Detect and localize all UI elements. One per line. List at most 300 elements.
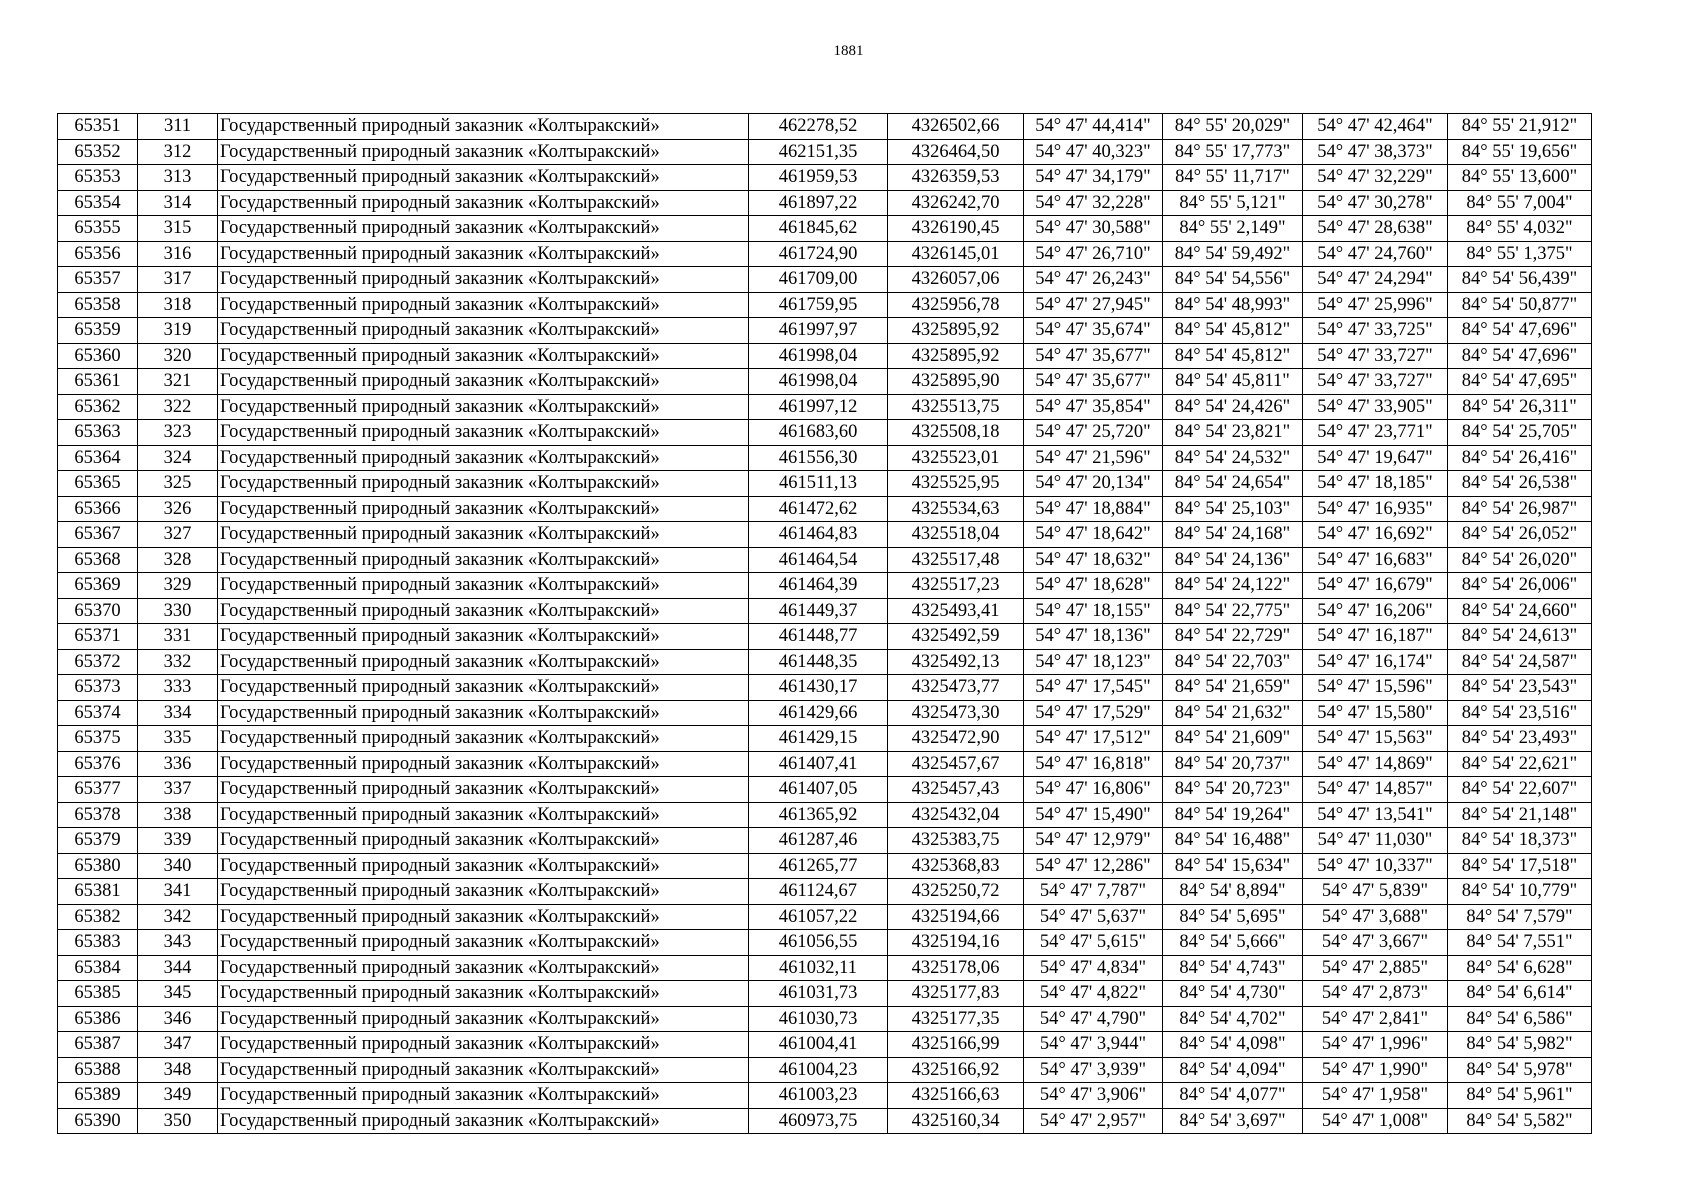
longitude-alt-cell: 84° 54' 24,660" <box>1448 598 1592 624</box>
table-row <box>58 420 1592 446</box>
table-row <box>58 1057 1592 1083</box>
longitude-cell: 84° 54' 4,743" <box>1163 955 1303 981</box>
longitude-cell: 84° 54' 20,737" <box>1163 751 1303 777</box>
longitude-cell: 84° 54' 4,077" <box>1163 1083 1303 1109</box>
y-coordinate-cell: 4326057,06 <box>888 267 1024 293</box>
latitude-cell: 54° 47' 5,637" <box>1024 904 1163 930</box>
longitude-alt-cell: 84° 54' 5,978" <box>1448 1057 1592 1083</box>
latitude-alt-cell: 54° 47' 33,727" <box>1303 369 1448 395</box>
table-body <box>58 114 1592 1134</box>
table-row <box>58 955 1592 981</box>
object-name-cell: Государственный природный заказник «Колтыракский» <box>218 777 749 803</box>
row-number-cell: 65363 <box>58 420 138 446</box>
table-row <box>58 114 1592 140</box>
longitude-cell: 84° 54' 24,122" <box>1163 573 1303 599</box>
y-coordinate-cell: 4325160,34 <box>888 1108 1024 1134</box>
latitude-cell: 54° 47' 5,615" <box>1024 930 1163 956</box>
latitude-alt-cell: 54° 47' 24,760" <box>1303 241 1448 267</box>
latitude-alt-cell: 54° 47' 33,905" <box>1303 394 1448 420</box>
table-row <box>58 1006 1592 1032</box>
table-row <box>58 879 1592 905</box>
table-row <box>58 726 1592 752</box>
y-coordinate-cell: 4325457,67 <box>888 751 1024 777</box>
row-number-cell: 65357 <box>58 267 138 293</box>
row-number-cell: 65374 <box>58 700 138 726</box>
latitude-alt-cell: 54° 47' 5,839" <box>1303 879 1448 905</box>
point-number-cell: 348 <box>138 1057 218 1083</box>
row-number-cell: 65362 <box>58 394 138 420</box>
y-coordinate-cell: 4325432,04 <box>888 802 1024 828</box>
latitude-alt-cell: 54° 47' 16,683" <box>1303 547 1448 573</box>
row-number-cell: 65390 <box>58 1108 138 1134</box>
x-coordinate-cell: 461124,67 <box>749 879 888 905</box>
latitude-alt-cell: 54° 47' 19,647" <box>1303 445 1448 471</box>
y-coordinate-cell: 4325166,92 <box>888 1057 1024 1083</box>
latitude-cell: 54° 47' 17,529" <box>1024 700 1163 726</box>
object-name-cell: Государственный природный заказник «Колтыракский» <box>218 496 749 522</box>
longitude-alt-cell: 84° 54' 47,696" <box>1448 343 1592 369</box>
row-number-cell: 65385 <box>58 981 138 1007</box>
point-number-cell: 342 <box>138 904 218 930</box>
y-coordinate-cell: 4325473,30 <box>888 700 1024 726</box>
x-coordinate-cell: 461265,77 <box>749 853 888 879</box>
latitude-cell: 54° 47' 35,674" <box>1024 318 1163 344</box>
latitude-alt-cell: 54° 47' 33,727" <box>1303 343 1448 369</box>
longitude-alt-cell: 84° 54' 7,579" <box>1448 904 1592 930</box>
table-row <box>58 394 1592 420</box>
object-name-cell: Государственный природный заказник «Колтыракский» <box>218 802 749 828</box>
row-number-cell: 65378 <box>58 802 138 828</box>
point-number-cell: 323 <box>138 420 218 446</box>
x-coordinate-cell: 461464,39 <box>749 573 888 599</box>
latitude-cell: 54° 47' 27,945" <box>1024 292 1163 318</box>
longitude-alt-cell: 84° 54' 47,696" <box>1448 318 1592 344</box>
longitude-alt-cell: 84° 55' 1,375" <box>1448 241 1592 267</box>
x-coordinate-cell: 461057,22 <box>749 904 888 930</box>
row-number-cell: 65355 <box>58 216 138 242</box>
latitude-alt-cell: 54° 47' 30,278" <box>1303 190 1448 216</box>
point-number-cell: 333 <box>138 675 218 701</box>
object-name-cell: Государственный природный заказник «Колтыракский» <box>218 369 749 395</box>
object-name-cell: Государственный природный заказник «Колтыракский» <box>218 292 749 318</box>
latitude-alt-cell: 54° 47' 16,935" <box>1303 496 1448 522</box>
x-coordinate-cell: 461365,92 <box>749 802 888 828</box>
object-name-cell: Государственный природный заказник «Колтыракский» <box>218 624 749 650</box>
longitude-cell: 84° 54' 16,488" <box>1163 828 1303 854</box>
latitude-cell: 54° 47' 4,834" <box>1024 955 1163 981</box>
object-name-cell: Государственный природный заказник «Колтыракский» <box>218 981 749 1007</box>
point-number-cell: 326 <box>138 496 218 522</box>
point-number-cell: 317 <box>138 267 218 293</box>
y-coordinate-cell: 4325517,48 <box>888 547 1024 573</box>
table-row <box>58 318 1592 344</box>
object-name-cell: Государственный природный заказник «Колтыракский» <box>218 190 749 216</box>
longitude-cell: 84° 54' 19,264" <box>1163 802 1303 828</box>
longitude-cell: 84° 54' 59,492" <box>1163 241 1303 267</box>
longitude-alt-cell: 84° 55' 13,600" <box>1448 165 1592 191</box>
object-name-cell: Государственный природный заказник «Колтыракский» <box>218 241 749 267</box>
x-coordinate-cell: 461709,00 <box>749 267 888 293</box>
longitude-alt-cell: 84° 54' 6,628" <box>1448 955 1592 981</box>
longitude-cell: 84° 54' 22,703" <box>1163 649 1303 675</box>
y-coordinate-cell: 4325177,83 <box>888 981 1024 1007</box>
y-coordinate-cell: 4326464,50 <box>888 139 1024 165</box>
row-number-cell: 65373 <box>58 675 138 701</box>
object-name-cell: Государственный природный заказник «Колтыракский» <box>218 700 749 726</box>
table-row <box>58 241 1592 267</box>
table-row <box>58 675 1592 701</box>
latitude-alt-cell: 54° 47' 16,187" <box>1303 624 1448 650</box>
y-coordinate-cell: 4325472,90 <box>888 726 1024 752</box>
point-number-cell: 337 <box>138 777 218 803</box>
longitude-cell: 84° 54' 4,730" <box>1163 981 1303 1007</box>
row-number-cell: 65388 <box>58 1057 138 1083</box>
x-coordinate-cell: 461429,15 <box>749 726 888 752</box>
point-number-cell: 327 <box>138 522 218 548</box>
table-row <box>58 522 1592 548</box>
point-number-cell: 345 <box>138 981 218 1007</box>
table-row <box>58 802 1592 828</box>
point-number-cell: 347 <box>138 1032 218 1058</box>
table-row <box>58 624 1592 650</box>
y-coordinate-cell: 4325194,16 <box>888 930 1024 956</box>
object-name-cell: Государственный природный заказник «Колтыракский» <box>218 751 749 777</box>
row-number-cell: 65389 <box>58 1083 138 1109</box>
longitude-alt-cell: 84° 54' 21,148" <box>1448 802 1592 828</box>
latitude-alt-cell: 54° 47' 1,958" <box>1303 1083 1448 1109</box>
x-coordinate-cell: 461030,73 <box>749 1006 888 1032</box>
latitude-alt-cell: 54° 47' 23,771" <box>1303 420 1448 446</box>
latitude-cell: 54° 47' 35,677" <box>1024 343 1163 369</box>
x-coordinate-cell: 461998,04 <box>749 343 888 369</box>
longitude-cell: 84° 54' 24,136" <box>1163 547 1303 573</box>
x-coordinate-cell: 461031,73 <box>749 981 888 1007</box>
x-coordinate-cell: 461845,62 <box>749 216 888 242</box>
longitude-cell: 84° 54' 15,634" <box>1163 853 1303 879</box>
point-number-cell: 350 <box>138 1108 218 1134</box>
latitude-cell: 54° 47' 4,822" <box>1024 981 1163 1007</box>
point-number-cell: 332 <box>138 649 218 675</box>
row-number-cell: 65366 <box>58 496 138 522</box>
x-coordinate-cell: 461464,83 <box>749 522 888 548</box>
object-name-cell: Государственный природный заказник «Колтыракский» <box>218 267 749 293</box>
row-number-cell: 65367 <box>58 522 138 548</box>
table-row <box>58 598 1592 624</box>
point-number-cell: 329 <box>138 573 218 599</box>
object-name-cell: Государственный природный заказник «Колтыракский» <box>218 930 749 956</box>
longitude-alt-cell: 84° 54' 26,006" <box>1448 573 1592 599</box>
longitude-alt-cell: 84° 54' 26,416" <box>1448 445 1592 471</box>
latitude-cell: 54° 47' 35,854" <box>1024 394 1163 420</box>
longitude-cell: 84° 54' 8,894" <box>1163 879 1303 905</box>
table-row <box>58 853 1592 879</box>
latitude-cell: 54° 47' 15,490" <box>1024 802 1163 828</box>
longitude-alt-cell: 84° 54' 23,516" <box>1448 700 1592 726</box>
latitude-cell: 54° 47' 4,790" <box>1024 1006 1163 1032</box>
longitude-alt-cell: 84° 54' 25,705" <box>1448 420 1592 446</box>
longitude-cell: 84° 55' 2,149" <box>1163 216 1303 242</box>
latitude-alt-cell: 54° 47' 33,725" <box>1303 318 1448 344</box>
longitude-cell: 84° 55' 5,121" <box>1163 190 1303 216</box>
row-number-cell: 65383 <box>58 930 138 956</box>
latitude-alt-cell: 54° 47' 15,563" <box>1303 726 1448 752</box>
point-number-cell: 341 <box>138 879 218 905</box>
latitude-cell: 54° 47' 44,414" <box>1024 114 1163 140</box>
object-name-cell: Государственный природный заказник «Колтыракский» <box>218 1108 749 1134</box>
y-coordinate-cell: 4325492,59 <box>888 624 1024 650</box>
point-number-cell: 318 <box>138 292 218 318</box>
object-name-cell: Государственный природный заказник «Колтыракский» <box>218 598 749 624</box>
y-coordinate-cell: 4325895,92 <box>888 318 1024 344</box>
table-row <box>58 751 1592 777</box>
y-coordinate-cell: 4325534,63 <box>888 496 1024 522</box>
latitude-alt-cell: 54° 47' 3,667" <box>1303 930 1448 956</box>
table-row <box>58 343 1592 369</box>
coordinates-table <box>57 113 1592 1134</box>
longitude-alt-cell: 84° 54' 22,621" <box>1448 751 1592 777</box>
row-number-cell: 65387 <box>58 1032 138 1058</box>
longitude-cell: 84° 54' 21,632" <box>1163 700 1303 726</box>
x-coordinate-cell: 461448,35 <box>749 649 888 675</box>
longitude-cell: 84° 54' 23,821" <box>1163 420 1303 446</box>
table-row <box>58 369 1592 395</box>
object-name-cell: Государственный природный заказник «Колтыракский» <box>218 394 749 420</box>
x-coordinate-cell: 461724,90 <box>749 241 888 267</box>
table-row <box>58 496 1592 522</box>
x-coordinate-cell: 462278,52 <box>749 114 888 140</box>
latitude-alt-cell: 54° 47' 24,294" <box>1303 267 1448 293</box>
x-coordinate-cell: 461759,95 <box>749 292 888 318</box>
table-row <box>58 165 1592 191</box>
row-number-cell: 65369 <box>58 573 138 599</box>
object-name-cell: Государственный природный заказник «Колтыракский» <box>218 547 749 573</box>
row-number-cell: 65358 <box>58 292 138 318</box>
y-coordinate-cell: 4325525,95 <box>888 471 1024 497</box>
longitude-alt-cell: 84° 54' 6,586" <box>1448 1006 1592 1032</box>
object-name-cell: Государственный природный заказник «Колтыракский» <box>218 573 749 599</box>
object-name-cell: Государственный природный заказник «Колтыракский» <box>218 853 749 879</box>
point-number-cell: 334 <box>138 700 218 726</box>
latitude-alt-cell: 54° 47' 3,688" <box>1303 904 1448 930</box>
y-coordinate-cell: 4325473,77 <box>888 675 1024 701</box>
latitude-cell: 54° 47' 17,545" <box>1024 675 1163 701</box>
longitude-alt-cell: 84° 54' 5,961" <box>1448 1083 1592 1109</box>
x-coordinate-cell: 461997,97 <box>749 318 888 344</box>
row-number-cell: 65360 <box>58 343 138 369</box>
table-row <box>58 573 1592 599</box>
x-coordinate-cell: 461287,46 <box>749 828 888 854</box>
latitude-alt-cell: 54° 47' 1,996" <box>1303 1032 1448 1058</box>
latitude-cell: 54° 47' 18,123" <box>1024 649 1163 675</box>
latitude-alt-cell: 54° 47' 16,679" <box>1303 573 1448 599</box>
latitude-cell: 54° 47' 2,957" <box>1024 1108 1163 1134</box>
x-coordinate-cell: 461897,22 <box>749 190 888 216</box>
table-row <box>58 139 1592 165</box>
latitude-cell: 54° 47' 25,720" <box>1024 420 1163 446</box>
latitude-alt-cell: 54° 47' 38,373" <box>1303 139 1448 165</box>
x-coordinate-cell: 461997,12 <box>749 394 888 420</box>
y-coordinate-cell: 4325178,06 <box>888 955 1024 981</box>
row-number-cell: 65351 <box>58 114 138 140</box>
latitude-cell: 54° 47' 40,323" <box>1024 139 1163 165</box>
object-name-cell: Государственный природный заказник «Колтыракский» <box>218 726 749 752</box>
longitude-cell: 84° 55' 20,029" <box>1163 114 1303 140</box>
latitude-alt-cell: 54° 47' 25,996" <box>1303 292 1448 318</box>
row-number-cell: 65356 <box>58 241 138 267</box>
x-coordinate-cell: 461032,11 <box>749 955 888 981</box>
point-number-cell: 339 <box>138 828 218 854</box>
table-row <box>58 547 1592 573</box>
table-row <box>58 777 1592 803</box>
latitude-cell: 54° 47' 16,806" <box>1024 777 1163 803</box>
table-row <box>58 1032 1592 1058</box>
point-number-cell: 319 <box>138 318 218 344</box>
point-number-cell: 344 <box>138 955 218 981</box>
longitude-alt-cell: 84° 54' 23,543" <box>1448 675 1592 701</box>
longitude-alt-cell: 84° 54' 26,538" <box>1448 471 1592 497</box>
row-number-cell: 65380 <box>58 853 138 879</box>
longitude-alt-cell: 84° 54' 56,439" <box>1448 267 1592 293</box>
row-number-cell: 65377 <box>58 777 138 803</box>
latitude-alt-cell: 54° 47' 10,337" <box>1303 853 1448 879</box>
latitude-alt-cell: 54° 47' 1,008" <box>1303 1108 1448 1134</box>
point-number-cell: 311 <box>138 114 218 140</box>
point-number-cell: 346 <box>138 1006 218 1032</box>
object-name-cell: Государственный природный заказник «Колтыракский» <box>218 1032 749 1058</box>
y-coordinate-cell: 4325166,63 <box>888 1083 1024 1109</box>
y-coordinate-cell: 4325492,13 <box>888 649 1024 675</box>
object-name-cell: Государственный природный заказник «Колтыракский» <box>218 904 749 930</box>
latitude-cell: 54° 47' 18,642" <box>1024 522 1163 548</box>
latitude-alt-cell: 54° 47' 16,206" <box>1303 598 1448 624</box>
latitude-cell: 54° 47' 35,677" <box>1024 369 1163 395</box>
longitude-cell: 84° 54' 24,168" <box>1163 522 1303 548</box>
table-row <box>58 649 1592 675</box>
table-row <box>58 267 1592 293</box>
longitude-alt-cell: 84° 55' 21,912" <box>1448 114 1592 140</box>
x-coordinate-cell: 461959,53 <box>749 165 888 191</box>
table-row <box>58 904 1592 930</box>
latitude-alt-cell: 54° 47' 2,841" <box>1303 1006 1448 1032</box>
point-number-cell: 315 <box>138 216 218 242</box>
object-name-cell: Государственный природный заказник «Колтыракский» <box>218 522 749 548</box>
latitude-alt-cell: 54° 47' 42,464" <box>1303 114 1448 140</box>
y-coordinate-cell: 4325517,23 <box>888 573 1024 599</box>
table-row <box>58 1083 1592 1109</box>
row-number-cell: 65364 <box>58 445 138 471</box>
longitude-cell: 84° 55' 11,717" <box>1163 165 1303 191</box>
latitude-alt-cell: 54° 47' 2,885" <box>1303 955 1448 981</box>
point-number-cell: 343 <box>138 930 218 956</box>
latitude-alt-cell: 54° 47' 15,596" <box>1303 675 1448 701</box>
row-number-cell: 65375 <box>58 726 138 752</box>
longitude-alt-cell: 84° 54' 26,052" <box>1448 522 1592 548</box>
y-coordinate-cell: 4326359,53 <box>888 165 1024 191</box>
latitude-cell: 54° 47' 18,136" <box>1024 624 1163 650</box>
latitude-cell: 54° 47' 12,286" <box>1024 853 1163 879</box>
y-coordinate-cell: 4325250,72 <box>888 879 1024 905</box>
x-coordinate-cell: 461056,55 <box>749 930 888 956</box>
x-coordinate-cell: 462151,35 <box>749 139 888 165</box>
longitude-alt-cell: 84° 54' 24,613" <box>1448 624 1592 650</box>
y-coordinate-cell: 4325368,83 <box>888 853 1024 879</box>
x-coordinate-cell: 461448,77 <box>749 624 888 650</box>
y-coordinate-cell: 4325508,18 <box>888 420 1024 446</box>
object-name-cell: Государственный природный заказник «Колтыракский» <box>218 165 749 191</box>
y-coordinate-cell: 4325956,78 <box>888 292 1024 318</box>
row-number-cell: 65382 <box>58 904 138 930</box>
x-coordinate-cell: 460973,75 <box>749 1108 888 1134</box>
point-number-cell: 322 <box>138 394 218 420</box>
y-coordinate-cell: 4325166,99 <box>888 1032 1024 1058</box>
row-number-cell: 65353 <box>58 165 138 191</box>
table-row <box>58 700 1592 726</box>
point-number-cell: 312 <box>138 139 218 165</box>
row-number-cell: 65379 <box>58 828 138 854</box>
x-coordinate-cell: 461472,62 <box>749 496 888 522</box>
longitude-alt-cell: 84° 55' 4,032" <box>1448 216 1592 242</box>
point-number-cell: 324 <box>138 445 218 471</box>
latitude-cell: 54° 47' 12,979" <box>1024 828 1163 854</box>
longitude-cell: 84° 54' 54,556" <box>1163 267 1303 293</box>
object-name-cell: Государственный природный заказник «Колтыракский» <box>218 216 749 242</box>
latitude-cell: 54° 47' 18,628" <box>1024 573 1163 599</box>
point-number-cell: 328 <box>138 547 218 573</box>
longitude-alt-cell: 84° 54' 6,614" <box>1448 981 1592 1007</box>
x-coordinate-cell: 461004,23 <box>749 1057 888 1083</box>
object-name-cell: Государственный природный заказник «Колтыракский» <box>218 471 749 497</box>
point-number-cell: 316 <box>138 241 218 267</box>
x-coordinate-cell: 461407,41 <box>749 751 888 777</box>
table-row <box>58 1108 1592 1134</box>
longitude-cell: 84° 54' 45,812" <box>1163 318 1303 344</box>
longitude-cell: 84° 54' 5,695" <box>1163 904 1303 930</box>
object-name-cell: Государственный природный заказник «Колтыракский» <box>218 139 749 165</box>
row-number-cell: 65381 <box>58 879 138 905</box>
y-coordinate-cell: 4325518,04 <box>888 522 1024 548</box>
object-name-cell: Государственный природный заказник «Колтыракский» <box>218 343 749 369</box>
longitude-cell: 84° 54' 45,811" <box>1163 369 1303 395</box>
longitude-cell: 84° 54' 22,775" <box>1163 598 1303 624</box>
longitude-cell: 84° 54' 25,103" <box>1163 496 1303 522</box>
longitude-alt-cell: 84° 54' 26,020" <box>1448 547 1592 573</box>
latitude-alt-cell: 54° 47' 11,030" <box>1303 828 1448 854</box>
latitude-cell: 54° 47' 18,632" <box>1024 547 1163 573</box>
object-name-cell: Государственный природный заказник «Колтыракский» <box>218 828 749 854</box>
longitude-cell: 84° 54' 5,666" <box>1163 930 1303 956</box>
row-number-cell: 65384 <box>58 955 138 981</box>
x-coordinate-cell: 461464,54 <box>749 547 888 573</box>
object-name-cell: Государственный природный заказник «Колтыракский» <box>218 1083 749 1109</box>
latitude-alt-cell: 54° 47' 14,869" <box>1303 751 1448 777</box>
longitude-alt-cell: 84° 54' 24,587" <box>1448 649 1592 675</box>
x-coordinate-cell: 461430,17 <box>749 675 888 701</box>
latitude-alt-cell: 54° 47' 1,990" <box>1303 1057 1448 1083</box>
object-name-cell: Государственный природный заказник «Колтыракский» <box>218 1006 749 1032</box>
object-name-cell: Государственный природный заказник «Колтыракский» <box>218 879 749 905</box>
latitude-cell: 54° 47' 26,243" <box>1024 267 1163 293</box>
point-number-cell: 320 <box>138 343 218 369</box>
longitude-cell: 84° 54' 21,659" <box>1163 675 1303 701</box>
object-name-cell: Государственный природный заказник «Колтыракский» <box>218 955 749 981</box>
y-coordinate-cell: 4325177,35 <box>888 1006 1024 1032</box>
object-name-cell: Государственный природный заказник «Колтыракский» <box>218 114 749 140</box>
point-number-cell: 330 <box>138 598 218 624</box>
latitude-cell: 54° 47' 3,944" <box>1024 1032 1163 1058</box>
table-row <box>58 471 1592 497</box>
object-name-cell: Государственный природный заказник «Колтыракский» <box>218 649 749 675</box>
longitude-alt-cell: 84° 55' 7,004" <box>1448 190 1592 216</box>
